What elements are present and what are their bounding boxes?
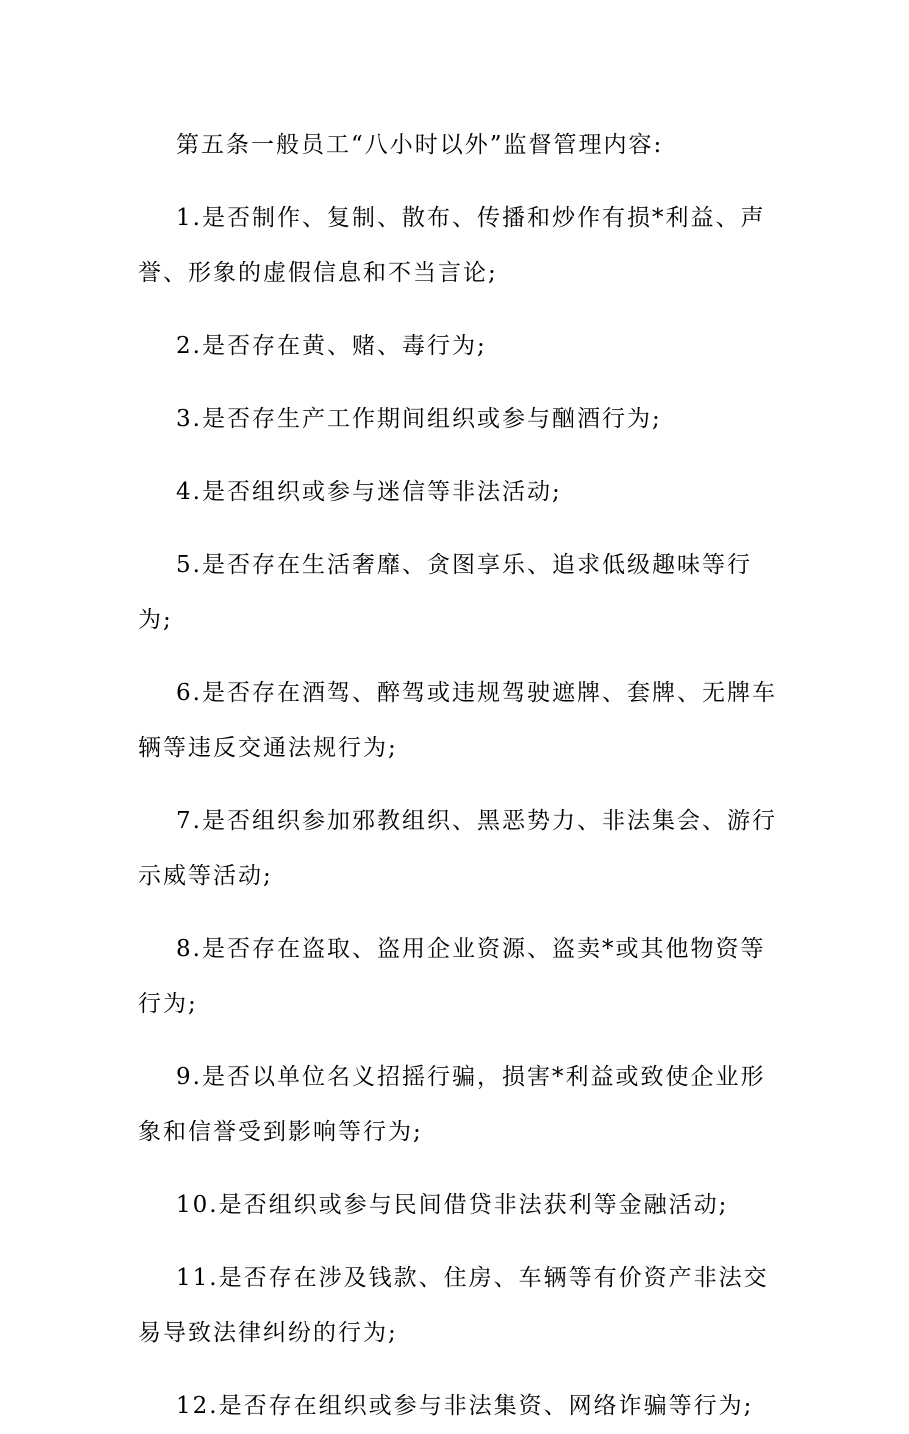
list-item: 7.是否组织参加邪教组织、黑恶势力、非法集会、游行示威等活动; xyxy=(138,808,777,889)
list-item: 2.是否存在黄、赌、毒行为; xyxy=(176,333,487,359)
list-item: 6.是否存在酒驾、醉驾或违规驾驶遮牌、套牌、无牌车辆等违反交通法规行为; xyxy=(138,680,777,761)
list-item: 9.是否以单位名义招摇行骗，损害*利益或致使企业形象和信誉受到影响等行为; xyxy=(138,1064,766,1145)
list-item: 10.是否组织或参与民间借贷非法获利等金融活动; xyxy=(176,1192,729,1218)
list-item: 4.是否组织或参与迷信等非法活动; xyxy=(176,479,562,505)
list-item: 11.是否存在涉及钱款、住房、车辆等有价资产非法交易导致法律纠纷的行为; xyxy=(138,1265,769,1346)
document-body xyxy=(138,118,778,1434)
list-item: 12.是否存在组织或参与非法集资、网络诈骗等行为; xyxy=(176,1393,754,1419)
list-item: 3.是否存生产工作期间组织或参与酗酒行为; xyxy=(176,406,662,432)
article-heading: 第五条一般员工“八小时以外”监督管理内容: xyxy=(176,132,664,158)
list-item: 5.是否存在生活奢靡、贪图享乐、追求低级趣味等行为; xyxy=(138,552,752,633)
list-item: 8.是否存在盗取、盗用企业资源、盗卖*或其他物资等行为; xyxy=(138,936,766,1017)
list-item: 1.是否制作、复制、散布、传播和炒作有损*利益、声誉、形象的虚假信息和不当言论; xyxy=(138,205,766,286)
